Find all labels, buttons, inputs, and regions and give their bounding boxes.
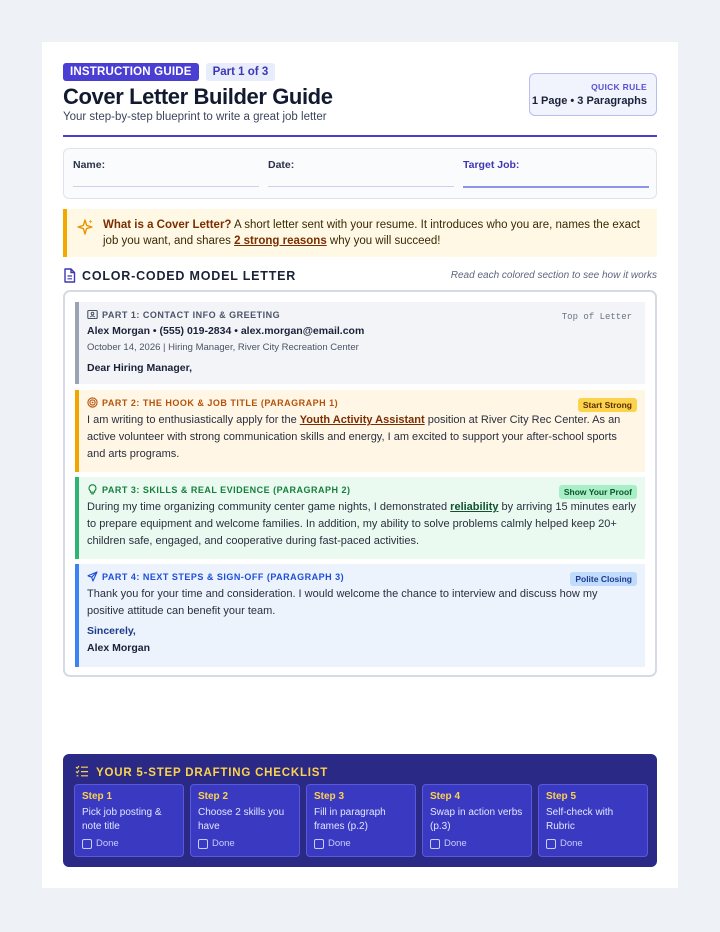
checkbox-icon[interactable] (82, 839, 92, 849)
checklist-step (190, 784, 300, 857)
target-icon (87, 397, 98, 410)
model-letter (63, 290, 657, 677)
checklist-step (306, 784, 416, 857)
paragraph-3: Thank you for your time and consideration. I would welcome the chance to interview and discuss how my positive attitude can benefit your team. (87, 588, 598, 617)
paragraph-2-part2: by arriving 15 minutes early to prepare equipment and welcome families. In addition, my ability to solve problems calmly helped keep 20+ children safe, engaged, and cooperative during fast-paced activities. (87, 501, 637, 547)
done-label: Done (212, 838, 235, 849)
quick-rule-label: QUICK RULE (591, 82, 647, 92)
date-field-line[interactable] (268, 186, 454, 187)
section-contact-greeting (75, 302, 645, 384)
section-1-heading (87, 309, 637, 321)
definition-callout (63, 209, 657, 257)
lightbulb-icon (87, 484, 98, 497)
drafting-checklist (63, 754, 657, 867)
part-indicator-badge: Part 1 of 3 (206, 63, 276, 81)
done-checkbox[interactable] (314, 838, 351, 849)
callout-emphasis: 2 strong reasons (234, 235, 327, 247)
checklist-step (538, 784, 648, 857)
page-subtitle: Your step-by-step blueprint to write a great job letter (63, 111, 327, 123)
done-label: Done (444, 838, 467, 849)
step-text: Self-check with Rubric (546, 807, 614, 832)
callout-text-part1: A short letter sent with your resume. It introduces who you are, names the exact job you want, and shares (103, 219, 640, 247)
paragraph-1-part1: I am writing to enthusiastically apply for the (87, 414, 300, 426)
model-letter-header (63, 267, 657, 285)
section-4-heading (87, 571, 637, 583)
done-checkbox[interactable] (430, 838, 467, 849)
step-number: Step 1 (82, 791, 113, 802)
done-label: Done (560, 838, 583, 849)
name-field-line[interactable] (73, 186, 259, 187)
paragraph-1-part2: position at River City Rec Center. As an active volunteer with strong communication skills and energy, I am excited to support your after-school sports and arts programs. (87, 414, 621, 460)
step-number: Step 5 (546, 791, 577, 802)
done-label: Done (96, 838, 119, 849)
section-2-label: PART 2: THE HOOK & JOB TITLE (PARAGRAPH 1) (102, 398, 339, 408)
checklist-steps (74, 784, 648, 857)
checklist-heading (75, 764, 328, 782)
section-skills-evidence (75, 477, 645, 559)
callout-lead: What is a Cover Letter? (103, 219, 232, 231)
section-hook-job-title (75, 390, 645, 472)
name-field-label: Name: (73, 159, 106, 171)
paragraph-2-part1: During my time organizing community center game nights, I demonstrated (87, 501, 451, 513)
document-icon (63, 268, 76, 288)
guide-page (42, 42, 678, 888)
paragraph-2-emphasis: reliability (450, 501, 499, 513)
student-info-fields (63, 148, 657, 199)
paragraph-1 (87, 412, 637, 463)
target-job-field-label: Target Job: (463, 159, 520, 171)
checklist-step (74, 784, 184, 857)
name-field[interactable] (73, 159, 259, 187)
sparkle-icon (76, 218, 94, 241)
checkbox-icon[interactable] (546, 839, 556, 849)
step-text: Swap in action verbs (p.3) (430, 807, 523, 832)
step-number: Step 4 (430, 791, 461, 802)
date-recipient-line: October 14, 2026 | Hiring Manager, River City Recreation Center (87, 342, 359, 353)
checklist-step (422, 784, 532, 857)
badge-row (63, 63, 275, 81)
step-number: Step 2 (198, 791, 229, 802)
signature-line: Alex Morgan (87, 642, 151, 654)
paragraph-2 (87, 499, 637, 550)
date-field-label: Date: (268, 159, 295, 171)
list-check-icon (75, 764, 89, 782)
page-title: Cover Letter Builder Guide (63, 84, 333, 109)
done-checkbox[interactable] (82, 838, 119, 849)
target-job-field[interactable] (463, 159, 649, 188)
instruction-guide-badge: INSTRUCTION GUIDE (63, 63, 199, 81)
step-text: Choose 2 skills you have (198, 807, 285, 832)
done-checkbox[interactable] (198, 838, 235, 849)
section-4-tag: Polite Closing (570, 572, 637, 586)
step-number: Step 3 (314, 791, 345, 802)
section-4-label: PART 4: NEXT STEPS & SIGN-OFF (PARAGRAPH 3) (102, 572, 345, 582)
paragraph-1-emphasis: Youth Activity Assistant (299, 414, 425, 426)
done-checkbox[interactable] (546, 838, 583, 849)
step-text: Fill in paragraph frames (p.2) (314, 807, 386, 832)
done-label: Done (328, 838, 351, 849)
checkbox-icon[interactable] (430, 839, 440, 849)
contact-line: Alex Morgan • (555) 019-2834 • alex.morgan@email.com (87, 325, 365, 337)
section-3-tag: Show Your Proof (559, 485, 637, 499)
closing-line: Sincerely, (87, 625, 136, 637)
quick-rule-box (529, 73, 657, 116)
section-2-tag: Start Strong (578, 398, 637, 412)
step-text: Pick job posting & note title (82, 807, 162, 832)
target-job-field-line[interactable] (463, 186, 649, 188)
model-letter-note: Read each colored section to see how it works (450, 270, 657, 281)
model-letter-title: COLOR-CODED MODEL LETTER (82, 269, 297, 283)
greeting-line: Dear Hiring Manager, (87, 362, 193, 374)
header-divider (63, 135, 657, 137)
quick-rule-value: 1 Page • 3 Paragraphs (531, 95, 647, 107)
checklist-title: YOUR 5-STEP DRAFTING CHECKLIST (96, 767, 329, 779)
section-2-heading (87, 397, 637, 409)
section-3-heading (87, 484, 637, 496)
callout-text-part2: why you will succeed! (326, 235, 441, 247)
date-field[interactable] (268, 159, 454, 187)
section-1-tag: Top of Letter (561, 312, 632, 322)
id-card-icon (87, 309, 98, 322)
section-next-steps (75, 564, 645, 667)
checkbox-icon[interactable] (198, 839, 208, 849)
send-icon (87, 571, 98, 584)
callout-text (103, 217, 653, 249)
section-1-label: PART 1: CONTACT INFO & GREETING (102, 310, 281, 320)
checkbox-icon[interactable] (314, 839, 324, 849)
section-3-label: PART 3: SKILLS & REAL EVIDENCE (PARAGRAPH 2) (102, 485, 351, 495)
